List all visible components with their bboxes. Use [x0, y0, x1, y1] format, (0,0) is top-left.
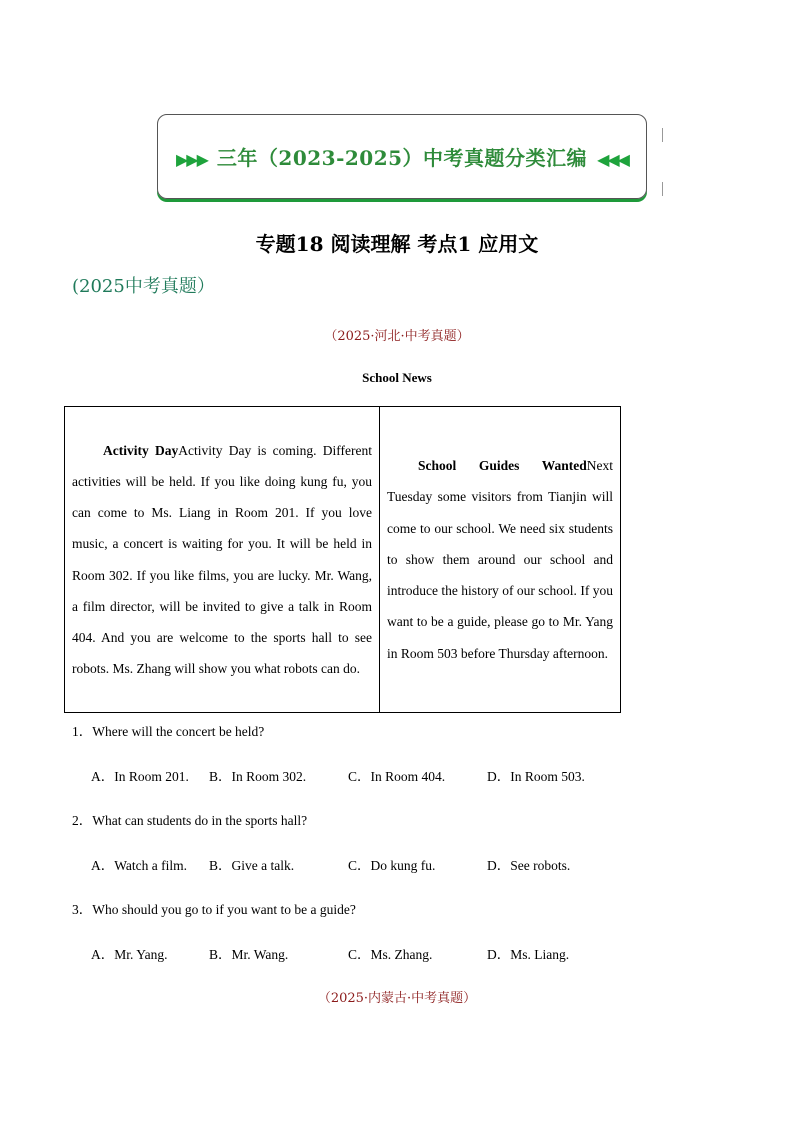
option-c: C．In Room 404. [348, 769, 446, 784]
subject-title: 专题18 阅读理解 考点1 应用文 [255, 232, 539, 256]
guides-body: Next Tuesday some visitors from Tianjin will come to our school. We need six students to show them around our school and introduce the history of our school. If you want to be a guide, please go to Mr. Yang in Room 503 before Thursday afternoon. [387, 458, 613, 661]
question-3-options [91, 943, 651, 963]
option-c: C．Ms. Zhang. [348, 947, 433, 962]
activity-text [72, 435, 372, 685]
banner-content [166, 142, 638, 171]
guides-heading: School Guides Wanted [418, 458, 587, 474]
option-a: A．In Room 201. [91, 769, 189, 784]
question-3: 3．Who should you go to if you want to be a guide? [72, 902, 356, 917]
option-c: C．Do kung fu. [348, 858, 436, 873]
year-heading: (2025中考真题） [72, 276, 215, 297]
source-label: （2025·河北·中考真题） [324, 329, 470, 344]
activity-cell [65, 407, 380, 713]
activity-body: Activity Day is coming. Different activities will be held. If you like doing kung fu, you can come to Ms. Liang in Room 201. If you love music, a concert is waiting for you. It will be held in Room 302. If you like films, you are lucky. Mr. Wang, a film director, will be invited to give a talk in Room 404. And you are welcome to the sports hall to see robots. Ms. Zhang will show you what robots can do. [72, 442, 372, 677]
news-title: School News [362, 370, 432, 385]
title-banner [157, 114, 647, 199]
banner-divider [662, 128, 663, 142]
option-d: D．Ms. Liang. [487, 947, 570, 962]
guides-cell [380, 407, 621, 713]
news-table [64, 406, 621, 713]
question-2-options [91, 854, 651, 874]
guides-text [387, 450, 613, 668]
right-arrows-icon: ▶▶▶ [176, 150, 207, 169]
question-2: 2．What can students do in the sports hall? [72, 813, 308, 828]
option-b: B．Give a talk. [209, 858, 295, 873]
banner-divider [662, 182, 663, 196]
question-1-options [91, 765, 651, 785]
option-b: B．Mr. Wang. [209, 947, 289, 962]
option-d: D．See robots. [487, 858, 571, 873]
activity-heading: Activity Day [103, 442, 179, 458]
option-d: D．In Room 503. [487, 769, 585, 784]
banner-title: 三年（2023-2025）中考真题分类汇编 [216, 146, 588, 170]
option-a: A．Watch a film. [91, 858, 188, 873]
option-a: A．Mr. Yang. [91, 947, 168, 962]
source-label: （2025·内蒙古·中考真题） [317, 991, 477, 1006]
left-arrows-icon: ◀◀◀ [597, 150, 628, 169]
option-b: B．In Room 302. [209, 769, 307, 784]
question-1: 1．Where will the concert be held? [72, 724, 265, 739]
